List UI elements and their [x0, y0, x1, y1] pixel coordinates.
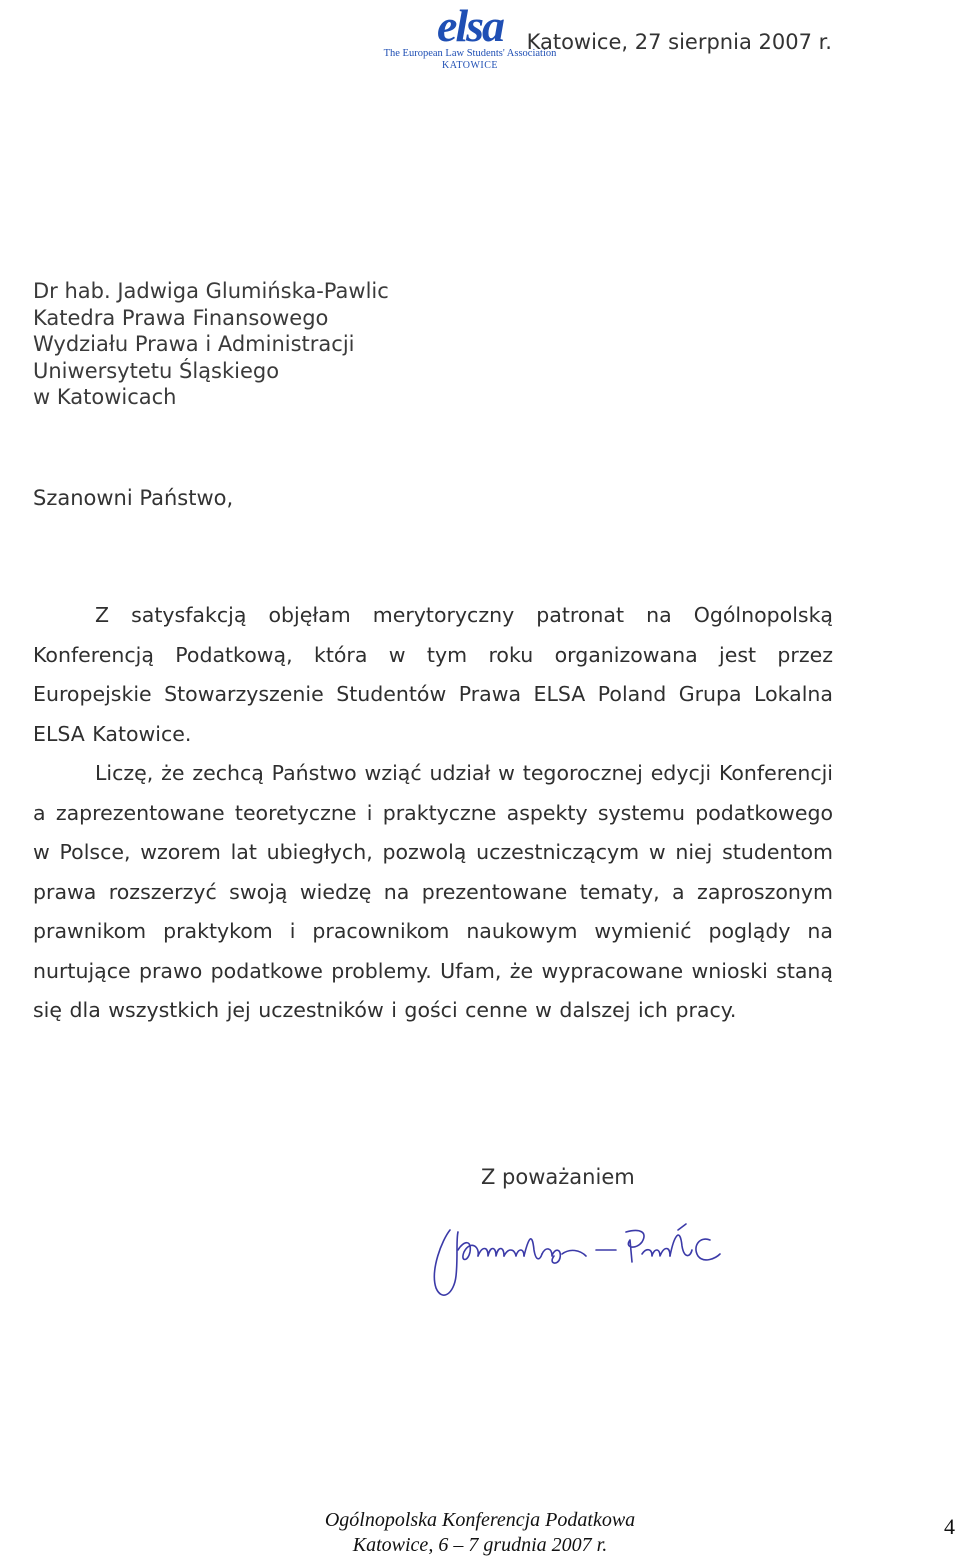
salutation: Szanowni Państwo, — [33, 486, 234, 510]
closing-phrase: Z poważaniem — [481, 1165, 635, 1189]
recipient-line: Katedra Prawa Finansowego — [33, 305, 329, 330]
elsa-logo-subtitle: The European Law Students' Association — [383, 48, 557, 59]
recipient-line: Dr hab. Jadwiga Glumińska-Pawlic — [33, 279, 389, 303]
body-paragraph: Z satysfakcją objęłam merytoryczny patronat na Ogólnopolską Konferencją Podatkową, która w tym roku organizowana jest przez Europejskie Stowarzyszenie Studentów Prawa ELSA Poland Grupa Lokalna ELSA Katowice. — [33, 603, 833, 746]
handwritten-signature-icon — [420, 1210, 740, 1306]
body-paragraph: Liczę, że zechcą Państwo wziąć udział w tegorocznej edycji Konferencji a zaprezentowane teoretyczne i praktyczne aspekty systemu podatkowego w Polsce, wzorem lat ubiegłych, pozwolą uczestniczącym w niej studentom prawa rozszerzyć swoją wiedzę na prezentowane tematy, a zaproszonym prawnikom praktykom i pracownikom naukowym wymienić poglądy na nurtujące prawo podatkowe problemy. Ufam, że wypracowane wnioski staną się dla wszystkich jej uczestników i gości cenne w dalszej ich pracy. — [33, 761, 833, 1022]
page-number: 4 — [944, 1514, 955, 1539]
letter-date: Katowice, 27 sierpnia 2007 r. — [526, 30, 832, 54]
recipient-line: Uniwersytetu Śląskiego — [33, 358, 280, 383]
recipient-line: Wydziału Prawa i Administracji — [33, 332, 355, 356]
footer-event-date: Katowice, 6 – 7 grudnia 2007 r. — [352, 1534, 608, 1556]
page-footer — [260, 1508, 700, 1558]
elsa-logo-city: KATOWICE — [441, 60, 499, 71]
elsa-logo-mark: elsa — [436, 0, 504, 51]
recipient-address — [33, 278, 389, 411]
letter-body — [33, 596, 833, 1031]
recipient-line: w Katowicach — [33, 385, 177, 409]
footer-event-name: Ogólnopolska Konferencja Podatkowa — [324, 1509, 636, 1531]
